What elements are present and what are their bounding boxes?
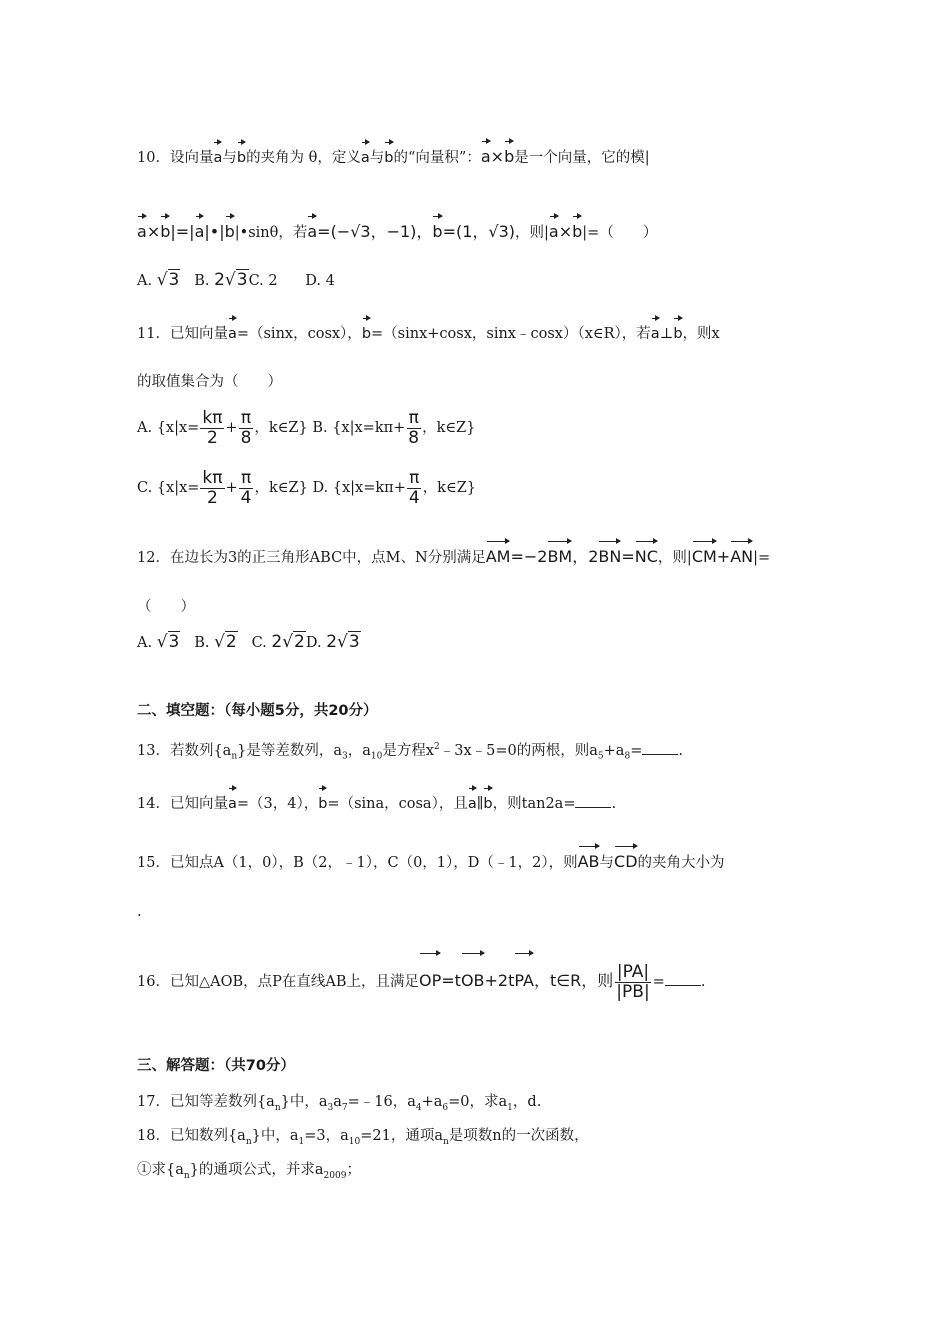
vector-an: AN (730, 538, 753, 567)
radicand: 3 (348, 632, 360, 652)
denominator: |PB| (616, 981, 650, 1002)
q15-line2: . (137, 904, 142, 920)
fraction (406, 409, 421, 448)
fraction (614, 963, 651, 1002)
subscript: n (231, 751, 238, 762)
option-b-tail: ，k∈Z} (422, 420, 476, 436)
perp-symbol: ⊥ (659, 326, 674, 342)
vector-cd: CD (614, 843, 638, 872)
vector-b: b (225, 213, 235, 242)
answer-blank[interactable] (665, 971, 701, 986)
subscript: 4 (415, 1102, 422, 1113)
vector-b: b (432, 213, 442, 242)
q11-options-cd (137, 468, 476, 508)
vector-b-value: =（sinx+cosx，sinx﹣cosx）（x∈R），若 (371, 326, 651, 342)
subscript: 1 (298, 1136, 305, 1147)
q12-text: = (621, 547, 635, 566)
subscript: 1 (507, 1102, 513, 1113)
q10-text: 的“向量积”： (393, 150, 481, 166)
q14-text: 14．已知向量 (137, 796, 228, 812)
q17-text: a (333, 1094, 342, 1110)
q18-text: =3，a (304, 1128, 349, 1144)
radicand: 3 (168, 632, 180, 652)
option-d: D. {x|x=kπ+ (312, 480, 406, 496)
q13-text: +a (603, 742, 625, 759)
option-a-tail: ，k∈Z} (254, 420, 308, 436)
q17-text: =﹣16，a (347, 1094, 416, 1110)
q11-options-ab (137, 408, 475, 448)
q10-text: 10．设向量 (137, 150, 214, 166)
q13-text: 13．若数列{a (137, 742, 232, 759)
vector-op: OP (419, 950, 441, 1003)
coefficient: 2 (326, 632, 338, 652)
coefficient: 2 (271, 632, 283, 652)
vector-am: AM (486, 538, 511, 567)
plus: + (716, 547, 731, 566)
subscript: n (245, 1136, 252, 1147)
fraction (239, 409, 254, 448)
q10-text: |•sinθ，若 (234, 225, 308, 241)
cross-symbol: × (558, 222, 573, 241)
q13-text: 是方程x (382, 742, 435, 759)
vector-a: a (213, 139, 222, 168)
vector-b-value: =(1，√3) (442, 222, 516, 241)
q10-options (137, 270, 335, 291)
fraction (200, 469, 224, 508)
vector-a: a (195, 213, 205, 242)
subscript: 10 (348, 1136, 361, 1147)
vector-b: b (160, 213, 170, 242)
radicand: 3 (168, 270, 180, 290)
subscript: 2009 (323, 1170, 347, 1181)
parallel-symbol: ∥ (476, 796, 484, 812)
sqrt: 2√2 (271, 632, 305, 652)
option-d: D. (305, 635, 322, 651)
q12-line1 (137, 538, 770, 568)
q18-text: ①求{a (137, 1162, 184, 1178)
vector-a: a (228, 315, 237, 344)
q15-text: 15．已知点A（1，0），B（2，﹣1），C（0，1），D（﹣1，2），则 (137, 855, 578, 871)
q10-text: |=| (170, 222, 195, 241)
vector-a: a (481, 138, 491, 167)
option-d-tail: ，k∈Z} (422, 480, 477, 496)
q13-text: . (678, 742, 683, 759)
cross-symbol: × (490, 147, 505, 166)
q12-options (137, 632, 361, 653)
q10-text: |•| (204, 222, 225, 241)
vector-a: a (549, 213, 559, 242)
vector-a-value: =（sinx，cosx）， (236, 326, 362, 342)
option-b: B. {x|x=kπ+ (312, 420, 406, 436)
q17-text: 17．已知等差数列{a (137, 1094, 275, 1110)
q12-text: ，2 (572, 547, 599, 566)
numerator: π (409, 467, 420, 488)
sqrt: √3 (156, 632, 180, 652)
vector-b: b (384, 139, 393, 168)
q16-text: 16．已知△AOB，点P在直线AB上，且满足 (137, 974, 419, 990)
vector-nc: NC (635, 538, 658, 567)
q16-text: = (652, 974, 665, 990)
numerator: π (240, 407, 252, 428)
cross-symbol: × (146, 222, 161, 241)
answer-blank[interactable] (642, 740, 678, 755)
q12-text: 12．在边长为3的正三角形ABC中，点M、N分别满足 (137, 550, 486, 566)
q16-text: . (700, 974, 706, 990)
q10-text: 的夹角为 θ，定义 (246, 150, 361, 166)
q13-text: ﹣3x﹣5=0的两根，则a (439, 742, 598, 759)
subscript: n (183, 1170, 190, 1181)
q17-text: +a (421, 1094, 443, 1110)
numerator: |PA| (616, 961, 650, 982)
radicand: 2 (225, 632, 237, 652)
numerator: kπ (202, 407, 223, 428)
vector-a: a (137, 213, 147, 242)
option-a: A. {x|x= (137, 420, 200, 436)
radicand: 2 (294, 632, 305, 652)
q18-text: 18．已知数列{a (137, 1128, 246, 1144)
option-c: C. {x|x= (137, 480, 200, 496)
q17-text: }中，a (280, 1094, 328, 1110)
subscript: 7 (341, 1102, 348, 1113)
q10-line2 (137, 213, 657, 243)
option-a: A. (137, 635, 153, 651)
q12-text: =−2 (510, 547, 548, 566)
sqrt: 2√3 (214, 270, 248, 290)
fraction (239, 469, 254, 508)
radicand: 3 (236, 270, 248, 290)
subscript: 3 (327, 1102, 334, 1113)
option-c: C. (251, 635, 267, 651)
q10-line1 (137, 138, 650, 168)
denominator: 4 (408, 487, 420, 508)
vector-a: a (651, 315, 660, 344)
subscript: 5 (597, 751, 604, 762)
q13-text: = (630, 742, 643, 759)
q16-text: ，t∈R，则 (533, 971, 614, 990)
q18-text: =21，通项a (360, 1128, 443, 1144)
vector-a: a (228, 785, 237, 814)
q17 (137, 1092, 541, 1118)
q11-line1 (137, 315, 720, 344)
answer-blank[interactable] (575, 793, 611, 808)
q12-text: ，则| (657, 550, 692, 566)
vector-b: b (318, 785, 327, 814)
q13 (137, 737, 683, 767)
sqrt: 2√3 (326, 632, 360, 652)
numerator: π (408, 407, 419, 428)
denominator: 2 (207, 487, 218, 508)
vector-b: b (673, 315, 682, 344)
q12-line2: （ ） (137, 599, 195, 615)
q11-line2: 的取值集合为（ ） (137, 374, 282, 390)
vector-a: a (307, 213, 317, 242)
option-b: B. (194, 635, 210, 651)
q10-text: 与 (222, 150, 237, 166)
fraction (200, 409, 224, 448)
sqrt: √2 (214, 632, 237, 652)
vector-pa: PA (514, 950, 534, 1003)
sqrt: √3 (156, 270, 180, 290)
q15-text: 与 (599, 855, 615, 871)
q18 (137, 1126, 589, 1152)
coefficient: 2 (214, 270, 225, 290)
q18-text: }中，a (251, 1128, 299, 1144)
numerator: kπ (202, 467, 223, 488)
option-b: B. (194, 273, 210, 289)
section-heading-fill-in: 二、填空题：（每小题5分，共20分） (137, 703, 378, 719)
vector-b: b (504, 138, 514, 167)
subscript: 10 (370, 751, 383, 762)
q17-text: ，d. (512, 1094, 542, 1110)
q16 (137, 950, 705, 1004)
vector-cm: CM (692, 538, 717, 567)
q14-text: . (611, 796, 617, 812)
fraction (407, 469, 422, 508)
vector-a: a (468, 785, 477, 814)
q13-text: }是等差数列，a (237, 742, 342, 759)
q10-text: 是一个向量，它的模| (514, 150, 650, 166)
vector-ob: OB (461, 950, 485, 1003)
subscript: 8 (624, 751, 631, 762)
plus: + (225, 420, 238, 436)
q18-text: 是项数n的一次函数， (448, 1128, 589, 1144)
subscript: 6 (442, 1102, 449, 1113)
subscript: n (274, 1102, 281, 1113)
q18-text: }的通项公式，并求a (189, 1162, 324, 1178)
q10-text: ，则| (515, 225, 549, 241)
q16-text: +2t (484, 971, 515, 990)
vector-b: b (572, 213, 582, 242)
vector-bm: BM (547, 538, 572, 567)
subscript: 3 (342, 751, 348, 762)
q11-text: ，则x (682, 326, 720, 342)
vector-bn: BN (598, 538, 621, 567)
vector-ab: AB (578, 843, 600, 872)
option-c: C. 2 (248, 273, 278, 289)
q14 (137, 785, 616, 814)
q13-text: ，a (347, 742, 371, 759)
q15 (137, 843, 725, 873)
q12-text: |= (753, 550, 771, 566)
section-heading-solutions: 三、解答题：（共70分） (137, 1058, 295, 1074)
vector-a: a (361, 139, 370, 168)
subscript: n (442, 1136, 449, 1147)
vector-b: b (483, 785, 492, 814)
option-a: A. (137, 273, 153, 289)
denominator: 2 (206, 427, 218, 448)
denominator: 8 (240, 427, 252, 448)
q16-text: =t (441, 971, 461, 990)
q14-text: ，则tan2a= (492, 796, 576, 812)
denominator: 8 (408, 427, 420, 448)
q10-text: |=（ ） (582, 225, 658, 241)
q15-text: 的夹角大小为 (637, 855, 725, 871)
vector-b: b (237, 139, 246, 168)
q10-text: 与 (369, 150, 385, 166)
vector-a-value: =（3，4）， (236, 796, 319, 812)
vector-a-value: =(−√3，−1)， (317, 222, 433, 241)
q11-text: 11．已知向量 (137, 326, 228, 342)
superscript: 2 (434, 742, 440, 752)
q17-text: =0，求a (448, 1094, 508, 1110)
vector-b: b (362, 315, 371, 344)
q18-part1 (137, 1160, 361, 1186)
q18-text: ； (346, 1162, 361, 1178)
numerator: π (240, 467, 252, 488)
denominator: 4 (240, 487, 252, 508)
option-c-tail: ，k∈Z} (254, 480, 308, 496)
vector-b-value: =（sina，cosa），且 (327, 796, 468, 812)
plus: + (225, 480, 238, 496)
option-d: D. 4 (305, 273, 335, 289)
